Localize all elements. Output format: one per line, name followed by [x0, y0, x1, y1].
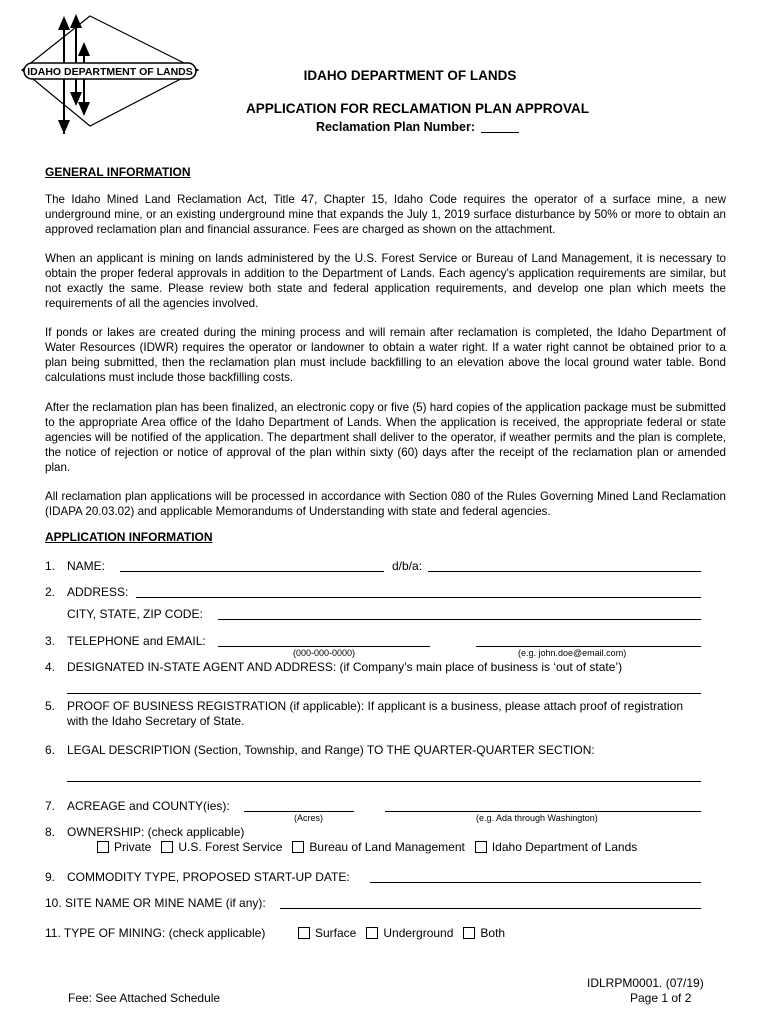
forest-service-checkbox[interactable] [161, 841, 173, 853]
q4-number: 4. [45, 660, 56, 674]
paragraph-5: All reclamation plan applications will be processed in accordance with Section 080 of the Rules Governing Mined Land Reclamation (IDAPA 20.03.02) and applicable Memorandums of Understanding with state and federal agencies. [45, 490, 726, 518]
q4-designated-agent [45, 660, 622, 674]
dba-label: d/b/a: [392, 559, 423, 573]
private-label: Private [114, 840, 152, 854]
q6-legal-description [45, 743, 595, 757]
q3-number: 3. [45, 634, 56, 648]
q5-number: 5. [45, 699, 56, 713]
q8-number: 8. [45, 825, 56, 839]
mining-surface-option[interactable] [298, 926, 356, 940]
q2-address [45, 585, 128, 599]
q9-commodity-type [45, 870, 350, 884]
telephone-field[interactable] [218, 646, 430, 647]
q11-label: TYPE OF MINING: (check applicable) [63, 926, 266, 940]
q11-type-of-mining [45, 926, 265, 940]
form-id: IDLRPM0001. (07/19) [587, 976, 704, 990]
county-field[interactable] [385, 811, 701, 812]
q3-telephone-email [45, 634, 206, 648]
plan-number-label: Reclamation Plan Number: [315, 120, 476, 134]
q5-label-continued: with the Idaho Secretary of State. [67, 714, 245, 728]
blm-label: Bureau of Land Management [309, 840, 465, 854]
q10-label: SITE NAME OR MINE NAME (if any): [65, 896, 266, 910]
site-name-field[interactable] [280, 908, 701, 909]
q1-label: NAME: [67, 559, 106, 573]
ownership-private-option[interactable] [97, 840, 151, 854]
q7-number: 7. [45, 799, 56, 813]
mining-both-option[interactable] [463, 926, 505, 940]
plan-number [0, 120, 770, 134]
dba-field[interactable] [428, 571, 701, 572]
designated-agent-field[interactable] [67, 693, 701, 694]
underground-label: Underground [383, 926, 454, 940]
paragraph-4: After the reclamation plan has been finalized, an electronic copy or five (5) hard copies of the application package must be submitted to the appropriate Area office of the Idaho Department of Lands. When the application is received, the appropriate federal or state agencies will be notified of the application. The department shall deliver to the operator, if weather permits and the plan is complete, the notice of rejection or notice of approval of the plan within sixty (60) days after the receipt of the reclamation plan or amended plan. [45, 401, 726, 474]
fee-note: Fee: See Attached Schedule [68, 991, 221, 1005]
acreage-field[interactable] [244, 811, 354, 812]
q5-business-registration [45, 699, 683, 713]
mining-underground-option[interactable] [366, 926, 453, 940]
commodity-type-field[interactable] [370, 882, 701, 883]
q1-number: 1. [45, 559, 56, 573]
q8-label: OWNERSHIP: (check applicable) [67, 825, 245, 839]
city-state-zip-field[interactable] [218, 619, 701, 620]
logo-text: IDAHO DEPARTMENT OF LANDS [27, 66, 193, 78]
both-checkbox[interactable] [463, 927, 475, 939]
underground-checkbox[interactable] [366, 927, 378, 939]
telephone-hint: (000-000-0000) [293, 648, 356, 658]
ownership-blm-option[interactable] [292, 840, 464, 854]
both-label: Both [480, 926, 506, 940]
q8-ownership [45, 825, 244, 839]
q7-acreage-county [45, 799, 230, 813]
q1-name [45, 559, 105, 573]
q10-site-name [45, 896, 266, 910]
general-information-heading: GENERAL INFORMATION [45, 165, 191, 179]
q3-label: TELEPHONE and EMAIL: [67, 634, 206, 648]
blm-checkbox[interactable] [292, 841, 304, 853]
form-title: APPLICATION FOR RECLAMATION PLAN APPROVAL [246, 101, 589, 116]
county-hint: (e.g. Ada through Washington) [476, 813, 598, 823]
email-field[interactable] [476, 646, 701, 647]
q7-label: ACREAGE and COUNTY(ies): [67, 799, 230, 813]
idl-checkbox[interactable] [475, 841, 487, 853]
application-information-heading: APPLICATION INFORMATION [45, 530, 213, 544]
ownership-idl-option[interactable] [475, 840, 637, 854]
idl-label: Idaho Department of Lands [491, 840, 638, 854]
paragraph-3: If ponds or lakes are created during the mining process and will remain after reclamation is completed, the Idaho Department of Water Resources (IDWR) requires the operator or landowner to obtain a water right. If a water right cannot be obtained prior to a plan being submitted, then the reclamation plan must include backfilling to an elevation above the local ground water table. Bond calculations must include those backfilling costs. [45, 326, 726, 384]
q5-label: PROOF OF BUSINESS REGISTRATION (if applicable): If applicant is a business, please attach proof of registration [67, 699, 684, 713]
email-hint: (e.g. john.doe@email.com) [518, 648, 627, 658]
surface-checkbox[interactable] [298, 927, 310, 939]
q9-label: COMMODITY TYPE, PROPOSED START-UP DATE: [67, 870, 350, 884]
acres-hint: (Acres) [294, 813, 323, 823]
legal-description-field[interactable] [67, 781, 701, 782]
q2-number: 2. [45, 585, 56, 599]
q11-number: 11. [45, 926, 61, 940]
ownership-options [97, 840, 647, 854]
paragraph-1: The Idaho Mined Land Reclamation Act, Title 47, Chapter 15, Idaho Code requires the operator of a surface mine, a new underground mine, or an existing underground mine that expands the July 1, 2019 surface disturbance by 50% or more to obtain an approved reclamation plan and financial assurance. Fees are charged as shown on the attachment. [45, 193, 726, 236]
private-checkbox[interactable] [97, 841, 109, 853]
q6-label: LEGAL DESCRIPTION (Section, Township, and Range) TO THE QUARTER-QUARTER SECTION: [67, 743, 595, 757]
paragraph-2: When an applicant is mining on lands administered by the U.S. Forest Service or Bureau of Land Management, it is necessary to obtain the proper federal approvals in addition to the Department of Lands. Each agency's application requirements are similar, but not exactly the same. Please review both state and federal application requirements, and develop one plan which meets the requirements of all the agencies involved. [45, 252, 726, 310]
page-number: Page 1 of 2 [630, 991, 692, 1005]
q6-number: 6. [45, 743, 56, 757]
q9-number: 9. [45, 870, 56, 884]
q4-label: DESIGNATED IN-STATE AGENT AND ADDRESS: (if Company’s main place of business is ‘out of state’) [67, 660, 623, 674]
plan-number-field[interactable] [481, 120, 519, 133]
surface-label: Surface [315, 926, 357, 940]
org-title: IDAHO DEPARTMENT OF LANDS [303, 68, 517, 83]
q10-number: 10. [45, 896, 62, 910]
address-field[interactable] [136, 597, 701, 598]
name-field[interactable] [120, 571, 384, 572]
forest-service-label: U.S. Forest Service [178, 840, 283, 854]
q2-label: ADDRESS: [67, 585, 129, 599]
ownership-forest-service-option[interactable] [161, 840, 282, 854]
mining-type-options [298, 926, 515, 940]
city-state-zip-label: CITY, STATE, ZIP CODE: [67, 607, 203, 621]
